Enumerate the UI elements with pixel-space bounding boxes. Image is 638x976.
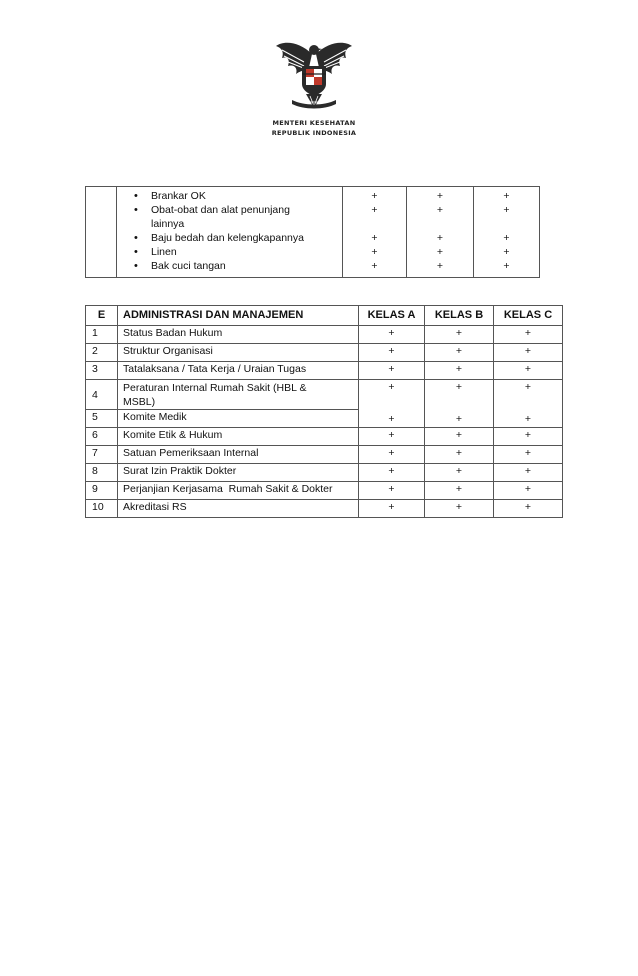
kelas-b-value: + xyxy=(425,362,494,380)
kelas-b-value: + xyxy=(436,204,444,216)
kelas-b-value: + xyxy=(425,482,494,500)
kelas-c-value: + xyxy=(494,410,563,428)
table-row xyxy=(86,446,563,464)
table-row xyxy=(86,500,563,518)
section-letter: E xyxy=(86,306,118,326)
table-row xyxy=(86,362,563,380)
admin-table xyxy=(85,305,563,518)
table-row xyxy=(86,344,563,362)
header-kelas-a: KELAS A xyxy=(359,306,425,326)
kelas-c-value: + xyxy=(503,190,510,202)
row-number: 3 xyxy=(86,362,118,380)
kelas-b-value: + xyxy=(425,446,494,464)
ministry-line2: REPUBLIK INDONESIA xyxy=(271,129,357,137)
list-item: • Brankar OK xyxy=(117,189,342,203)
table-row xyxy=(86,464,563,482)
row-number: 2 xyxy=(86,344,118,362)
kelas-c-value: + xyxy=(494,380,563,410)
kelas-c-value: + xyxy=(503,232,510,244)
header-kelas-b: KELAS B xyxy=(425,306,494,326)
kelas-c-value: + xyxy=(494,482,563,500)
list-item: • Obat-obat dan alat penunjang lainnya xyxy=(117,203,342,231)
kelas-a-value: + xyxy=(359,326,425,344)
row-number: 4 xyxy=(86,380,118,410)
item-list xyxy=(117,187,342,273)
kelas-b-value: + xyxy=(425,380,494,410)
kelas-c-value: + xyxy=(494,464,563,482)
row-name: Tatalaksana / Tata Kerja / Uraian Tugas xyxy=(118,362,359,380)
kelas-a-value: + xyxy=(359,428,425,446)
row-number: 7 xyxy=(86,446,118,464)
table-row xyxy=(86,380,563,410)
row-name: Peraturan Internal Rumah Sakit (HBL & MSBL) xyxy=(118,380,359,410)
kelas-a-value: + xyxy=(371,260,378,272)
ministry-heading xyxy=(200,118,428,138)
kelas-a-value: + xyxy=(371,204,378,216)
kelas-b-value: + xyxy=(436,246,444,258)
kelas-b-value: + xyxy=(436,260,444,272)
kelas-a-value: + xyxy=(371,246,378,258)
table-row xyxy=(86,326,563,344)
kelas-a-value: + xyxy=(371,232,378,244)
kelas-b-value: + xyxy=(425,344,494,362)
kelas-c-value: + xyxy=(494,428,563,446)
kelas-a-value: + xyxy=(359,482,425,500)
kelas-c-value: + xyxy=(503,246,510,258)
kelas-c-value: + xyxy=(494,446,563,464)
kelas-b-value: + xyxy=(425,410,494,428)
kelas-c-column xyxy=(474,187,540,278)
kelas-b-column xyxy=(407,187,474,278)
garuda-emblem-icon xyxy=(270,36,358,116)
row-name: Akreditasi RS xyxy=(118,500,359,518)
kelas-a-value: + xyxy=(359,446,425,464)
kelas-a-value: + xyxy=(359,362,425,380)
kelas-c-value: + xyxy=(494,362,563,380)
table-row xyxy=(86,410,563,428)
table-row xyxy=(86,187,540,278)
kelas-b-value: + xyxy=(436,190,444,202)
row-name: Status Badan Hukum xyxy=(118,326,359,344)
equipment-table xyxy=(85,186,540,278)
row-number: 1 xyxy=(86,326,118,344)
row-number: 6 xyxy=(86,428,118,446)
kelas-a-value: + xyxy=(359,410,425,428)
row-name: Satuan Pemeriksaan Internal xyxy=(118,446,359,464)
section-title: ADMINISTRASI DAN MANAJEMEN xyxy=(118,306,359,326)
item-list-cell xyxy=(117,187,343,278)
kelas-a-value: + xyxy=(371,190,378,202)
kelas-b-value: + xyxy=(425,326,494,344)
kelas-b-value: + xyxy=(425,464,494,482)
list-item: • Baju bedah dan kelengkapannya xyxy=(117,231,342,245)
row-name: Struktur Organisasi xyxy=(118,344,359,362)
row-name: Komite Medik xyxy=(118,410,359,428)
kelas-b-value: + xyxy=(436,232,444,244)
kelas-c-value: + xyxy=(503,260,510,272)
row-name: Surat Izin Praktik Dokter xyxy=(118,464,359,482)
row-name: Komite Etik & Hukum xyxy=(118,428,359,446)
empty-cell xyxy=(86,187,117,278)
kelas-a-value: + xyxy=(359,344,425,362)
kelas-c-value: + xyxy=(503,204,510,216)
kelas-c-value: + xyxy=(494,344,563,362)
kelas-a-value: + xyxy=(359,380,425,410)
kelas-c-value: + xyxy=(494,500,563,518)
header-kelas-c: KELAS C xyxy=(494,306,563,326)
kelas-a-value: + xyxy=(359,500,425,518)
row-number: 10 xyxy=(86,500,118,518)
kelas-b-value: + xyxy=(425,428,494,446)
row-number: 8 xyxy=(86,464,118,482)
table-row xyxy=(86,428,563,446)
kelas-a-value: + xyxy=(359,464,425,482)
kelas-b-value: + xyxy=(425,500,494,518)
list-item: • Linen xyxy=(117,245,342,259)
row-number: 5 xyxy=(86,410,118,428)
table-header-row xyxy=(86,306,563,326)
row-number: 9 xyxy=(86,482,118,500)
ministry-line1: MENTERI KESEHATAN xyxy=(272,119,356,127)
table-row xyxy=(86,482,563,500)
kelas-a-column xyxy=(343,187,407,278)
row-name: Perjanjian Kerjasama Rumah Sakit & Dokter xyxy=(118,482,359,500)
list-item: • Bak cuci tangan xyxy=(117,259,342,273)
kelas-c-value: + xyxy=(494,326,563,344)
